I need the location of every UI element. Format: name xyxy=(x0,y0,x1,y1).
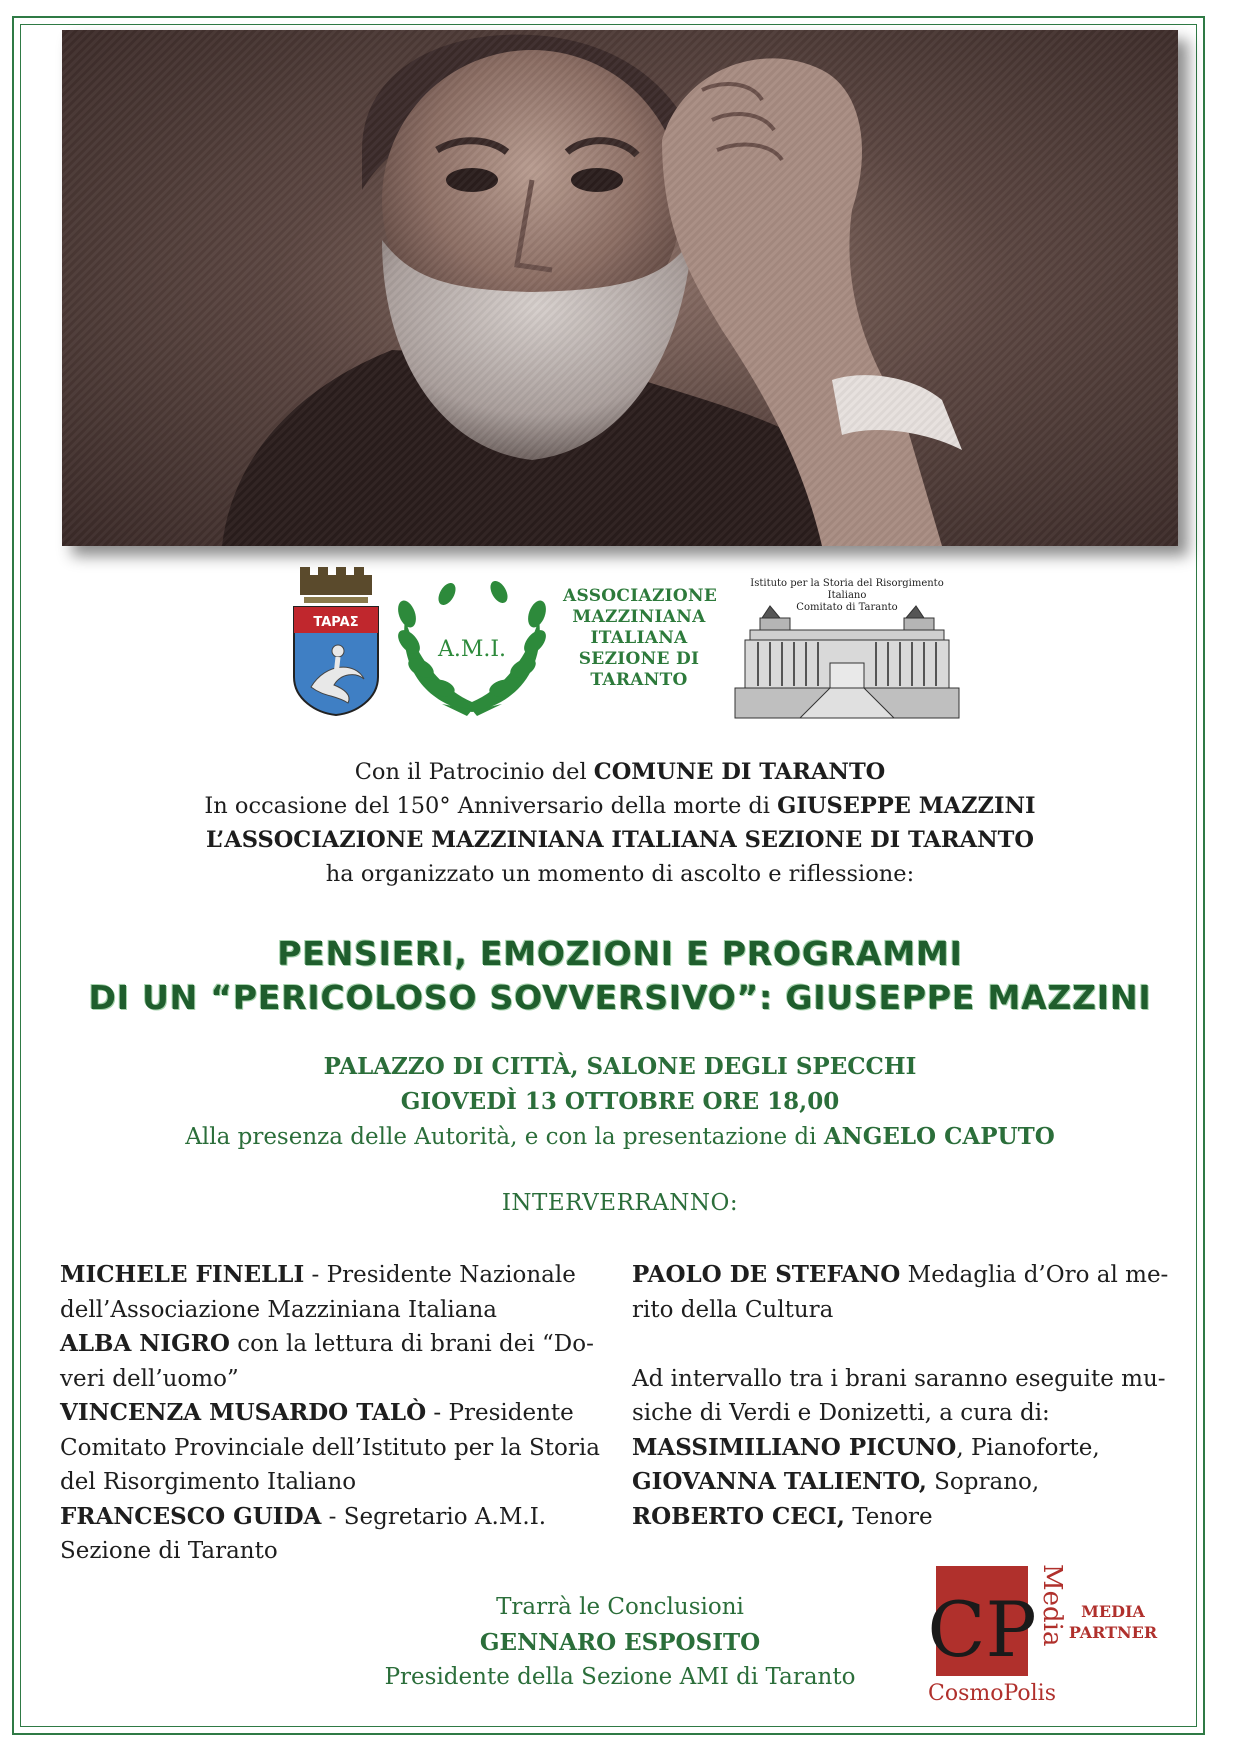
speaker-name: VINCENZA MUSARDO TALÒ xyxy=(60,1399,427,1426)
conclusions-role: Presidente della Sezione AMI di Taranto xyxy=(384,1664,856,1690)
speaker-role: - Presidente xyxy=(426,1400,574,1426)
intro-line-2-text: In occasione del 150° Anniversario della morte di xyxy=(204,793,778,819)
intro-line-1 xyxy=(62,755,1178,789)
comune-name: COMUNE DI TARANTO xyxy=(593,759,886,785)
speaker-item xyxy=(60,1396,600,1500)
istituto-caption-1: Istituto per la Storia del Risorgimento Italiano xyxy=(750,578,944,601)
musician-role: Tenore xyxy=(844,1503,933,1530)
conclusions-block xyxy=(300,1590,940,1695)
musician-role: , Pianoforte, xyxy=(956,1434,1100,1461)
cosmopolis-logo-icon xyxy=(927,1560,1067,1710)
media-partner-line-1: MEDIA xyxy=(1081,1602,1145,1621)
speaker-item xyxy=(632,1258,1172,1327)
musician-name: ROBERTO CECI, xyxy=(632,1502,845,1530)
venue-block xyxy=(62,1049,1178,1155)
conclusions-speaker: GENNARO ESPOSITO xyxy=(479,1629,761,1656)
speakers-left-column xyxy=(60,1258,600,1569)
musician-name: MASSIMILIANO PICUNO xyxy=(632,1433,957,1461)
venue-date: GIOVEDÌ 13 OTTOBRE ORE 18,00 xyxy=(400,1088,840,1115)
venue-place: PALAZZO DI CITTÀ, SALONE DEGLI SPECCHI xyxy=(323,1053,917,1080)
association-line-4: SEZIONE DI xyxy=(578,649,700,669)
music-intro xyxy=(632,1362,1172,1431)
ami-mark-text: A.M.I. xyxy=(437,637,507,662)
speaker-role: - Segretario A.M.I. xyxy=(321,1503,547,1530)
logo-media-word: Media xyxy=(1037,1564,1067,1647)
speaker-role-cont: rito della Cultura xyxy=(632,1296,834,1323)
speaker-item xyxy=(60,1258,600,1327)
speaker-role-cont: Sezione di Taranto xyxy=(60,1538,278,1564)
intro-line-2 xyxy=(62,789,1178,823)
speaker-item xyxy=(60,1327,600,1396)
intro-block xyxy=(62,755,1178,891)
portrait-photo xyxy=(62,30,1178,546)
presenter-name: ANGELO CAPUTO xyxy=(823,1123,1055,1150)
association-full-name: L’ASSOCIAZIONE MAZZINIANA ITALIANA SEZIONE DI TARANTO xyxy=(205,827,1034,853)
cosmopolis-media-logo xyxy=(927,1560,1067,1710)
media-partner-line-2: PARTNER xyxy=(1068,1623,1158,1642)
musician-item xyxy=(632,1500,1172,1535)
speaker-role-cont: del Risorgimento Italiano xyxy=(60,1469,357,1495)
mazzini-name: GIUSEPPE MAZZINI xyxy=(777,793,1036,819)
speaker-name: ALBA NIGRO xyxy=(60,1330,230,1357)
event-title xyxy=(62,932,1178,1020)
speaker-role-cont: dell’Associazione Mazziniana Italiana xyxy=(60,1296,497,1323)
coat-of-arms-icon xyxy=(286,567,386,717)
photo-texture xyxy=(62,30,1178,546)
logo-letters: CP xyxy=(927,1585,1037,1674)
speaker-role: con la lettura di brani dei “Do- xyxy=(229,1331,594,1357)
istituto-caption xyxy=(730,578,964,614)
musician-role: Soprano, xyxy=(926,1469,1040,1495)
column-spacer xyxy=(632,1327,1172,1362)
taranto-coat-of-arms-logo xyxy=(286,567,386,717)
association-line-1: ASSOCIAZIONE xyxy=(563,586,718,606)
laurel-wreath-icon xyxy=(387,574,557,720)
music-line-1: Ad intervallo tra i brani saranno eseguite mu- xyxy=(632,1365,1166,1392)
association-line-3: ITALIANA xyxy=(590,628,688,648)
musician-name: GIOVANNA TALIENTO, xyxy=(632,1468,927,1495)
speaker-item xyxy=(60,1500,600,1569)
speaker-name: PAOLO DE STEFANO xyxy=(632,1261,901,1288)
event-title-line-2: DI UN “PERICOLOSO SOVVERSIVO”: GIUSEPPE MAZZINI xyxy=(88,978,1152,1017)
speaker-name: FRANCESCO GUIDA xyxy=(60,1502,322,1530)
intro-line-4: ha organizzato un momento di ascolto e riflessione: xyxy=(325,861,915,887)
speaker-name: MICHELE FINELLI xyxy=(60,1261,305,1288)
presence-text: Alla presenza delle Autorità, e con la presentazione di xyxy=(185,1124,824,1150)
speakers-right-column xyxy=(632,1258,1172,1534)
musician-item xyxy=(632,1431,1172,1466)
music-line-2: siche di Verdi e Donizetti, a cura di: xyxy=(632,1400,1050,1426)
ami-laurel-logo xyxy=(387,574,557,720)
association-line-5: TARANTO xyxy=(590,670,688,690)
venue-presence xyxy=(62,1119,1178,1155)
intro-line-1-text: Con il Patrocinio del xyxy=(354,759,594,785)
speaker-role-cont: Comitato Provinciale dell’Istituto per la Storia xyxy=(60,1434,600,1461)
association-name-block xyxy=(563,586,718,691)
conclusions-line-1: Trarrà le Conclusioni xyxy=(496,1594,744,1620)
event-title-line-1: PENSIERI, EMOZIONI E PROGRAMMI xyxy=(277,934,963,973)
speaker-role: - Presidente Nazionale xyxy=(304,1262,576,1288)
logo-brand-word: CosmoPolis xyxy=(928,1681,1056,1706)
interverranno-heading: INTERVERRANNO: xyxy=(501,1190,739,1216)
intro-line-3 xyxy=(62,823,1178,857)
speaker-role-cont: veri dell’uomo” xyxy=(60,1365,239,1392)
association-line-2: MAZZINIANA xyxy=(572,607,706,627)
istituto-caption-2: Comitato di Taranto xyxy=(796,602,898,613)
musician-item xyxy=(632,1465,1172,1500)
istituto-risorgimento-logo xyxy=(730,578,964,720)
speaker-role: Medaglia d’Oro al me- xyxy=(900,1262,1169,1288)
coat-motto: TAPAΣ xyxy=(313,615,359,630)
media-partner-label xyxy=(1063,1601,1163,1643)
